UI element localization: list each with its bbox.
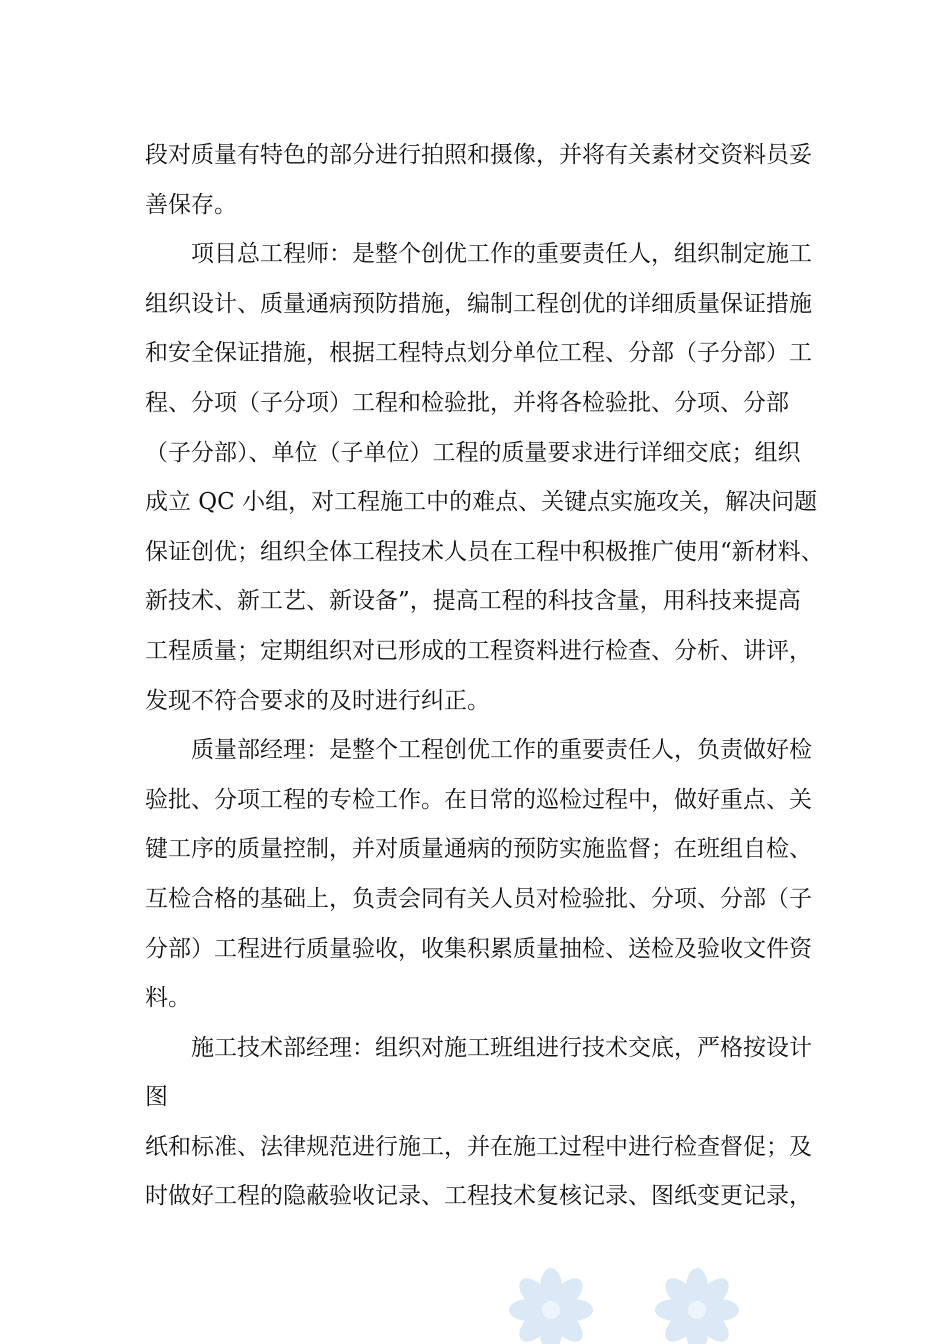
text-line: 互检合格的基础上，负责会同有关人员对检验批、分项、分部（子 [145, 885, 812, 912]
text-line: 验批、分项工程的专检工作。在日常的巡检过程中，做好重点、关 [145, 786, 812, 813]
text-line: 善保存。 [145, 191, 237, 218]
text-line: 分部）工程进行质量验收，收集积累质量抽检、送检及验收文件资 [145, 935, 812, 962]
document-body [145, 131, 824, 1222]
text-line: 段对质量有特色的部分进行拍照和摄像，并将有关素材交资料员妥 [145, 142, 812, 168]
text-line: 发现不符合要求的及时进行纠正。 [145, 687, 490, 714]
text-line: 组织设计、质量通病预防措施，编制工程创优的详细质量保证措施 [145, 290, 812, 317]
text-line: 图 [145, 1084, 168, 1111]
text-line: 程、分项（子分项）工程和检验批，并将各检验批、分项、分部 [145, 389, 789, 416]
text-line: 新技术、新工艺、新设备”，提高工程的科技含量，用科技来提高 [145, 588, 801, 615]
text-line: 工程质量；定期组织对已形成的工程资料进行检查、分析、讲评， [145, 637, 812, 664]
text-line: 施工技术部经理：组织对施工班组进行技术交底，严格按设计 [191, 1034, 812, 1061]
text-line: 时做好工程的隐蔽验收记录、工程技术复核记录、图纸变更记录， [145, 1183, 812, 1210]
text-line: 质量部经理：是整个工程创优工作的重要责任人，负责做好检 [191, 737, 812, 764]
snowflake-flower-icon [509, 1268, 593, 1344]
snowflake-flower-icon [655, 1268, 739, 1344]
text-line: 纸和标准、法律规范进行施工，并在施工过程中进行检查督促；及 [145, 1133, 812, 1160]
text-line: 和安全保证措施，根据工程特点划分单位工程、分部（子分部）工 [145, 340, 812, 367]
text-line: 项目总工程师：是整个创优工作的重要责任人，组织制定施工 [191, 241, 812, 268]
text-line: （子分部）、单位（子单位）工程的质量要求进行详细交底；组织 [145, 439, 801, 466]
text-line: 成立 QC 小组，对工程施工中的难点、关键点实施攻关，解决问题 [145, 489, 818, 516]
text-line: 保证创优；组织全体工程技术人员在工程中积极推广使用“新材料、 [145, 538, 824, 565]
text-line: 键工序的质量控制，并对质量通病的预防实施监督；在班组自检、 [145, 836, 812, 863]
text-line: 料。 [145, 985, 191, 1012]
